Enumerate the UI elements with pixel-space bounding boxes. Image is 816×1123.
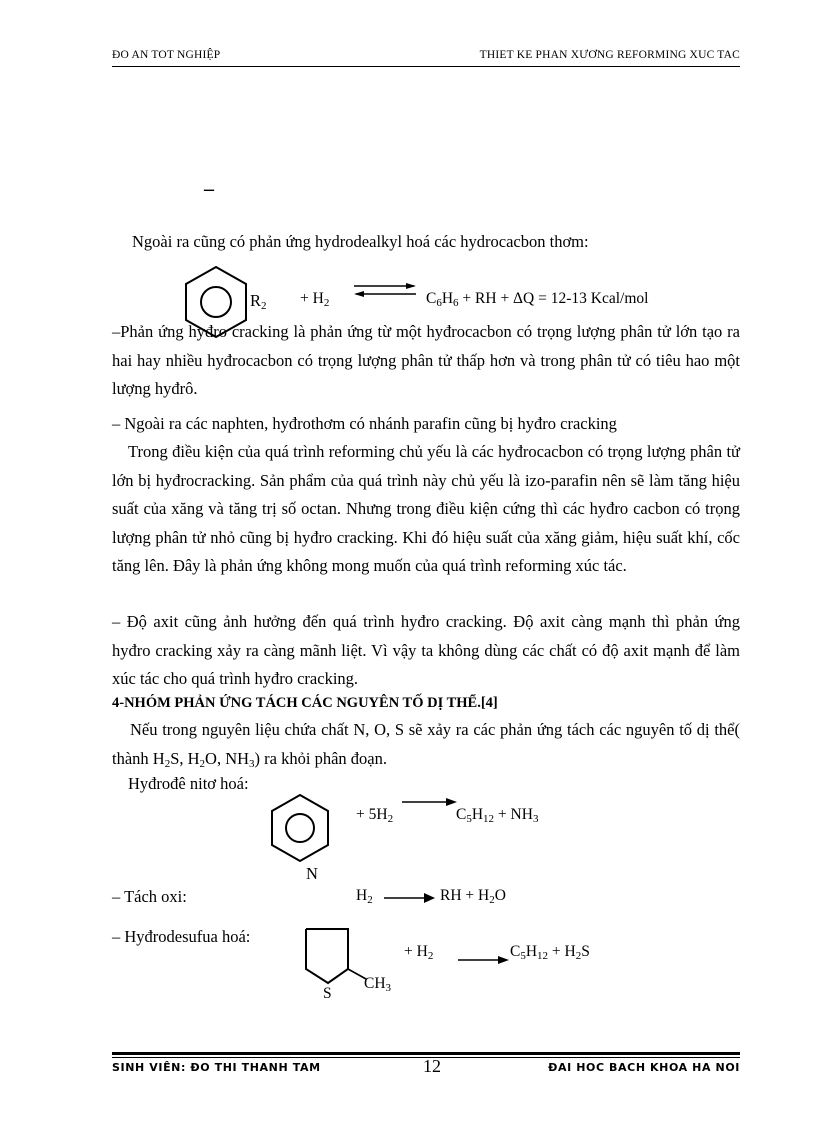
dealkyl-product: $C_6H_6$ + RH + ΔQ = 12-13 Kcal/mol [426,290,649,309]
dealkyl-reactant: + $H_2$ [300,290,330,309]
thiophane-bonds [306,929,348,983]
pyridine-ring [270,793,330,863]
page-number: 12 [423,1056,441,1076]
acid-paragraph: – Độ axit cũng ảnh hưởng đến quá trình hyđro cracking. Độ axit càng mạnh thì phản ứng hyđro cracking xảy ra càng mãnh liệt. Vì vậy ta không dùng các chất có độ axit mạnh để làm xúc tác cho quá trình hyđro cracking. [112,612,740,688]
desulf-label: – Hyđrodesufua hoá: [112,927,251,946]
hetero-paragraph: Nếu trong nguyên liệu chứa chất N, O, S sẽ xảy ra các phản ứng tách các nguyên tố dị thể( thành $H_2S$, $H_2O$, $NH_3$) ra khỏi phân đoạn. [112,720,740,770]
header-right: THIET KE PHAN XƯƠNG REFORMING XUC TAC [479,49,740,61]
pyridine-nitrogen: N [306,864,318,883]
footer-rule-thick [112,1052,740,1055]
desulf-reactant: + $H_2$ [404,943,434,962]
cracking-definition: –Phản ứng hyđro cracking là phản ứng từ một hyđrocacbon có trọng lượng phân tử lớn tạo ra hai hay nhiều hyđrocacbon có trọng lượng phân tử thấp hơn và trong phân tử có tiêu hao một lượng hyđrô. [112,322,740,398]
pyridine-inner-circle [286,814,314,842]
section-heading: 4-NHÓM PHẢN ỨNG TÁCH CÁC NGUYÊN TỐ DỊ THỂ.[4] [112,695,498,711]
denitro-product: $C_5H_{12} + NH_3$ [456,806,539,825]
footer-student: SINH VIÊN: ĐO THI THANH TAM [112,1061,321,1074]
denitro-label: Hyđrođê nitơ hoá: [128,774,249,793]
header-rule [112,66,740,67]
deoxy-arrow [382,892,436,904]
thiophane-sulfur: S [323,985,332,1002]
deoxy-product: RH + $H_2O$ [440,887,506,906]
conditions-paragraph: Trong điều kiện của quá trình reforming chủ yếu là các hyđrocacbon có trọng lượng phân tử lớn bị hyđrocracking. Sản phẩm của quá trình này chủ yếu là izo-parafin nên sẽ làm tăng hiệu suất của xăng và tăng trị số octan. Nhưng trong điều kiện cứng thì các hyđro cacbon có trọng lượng phân tử nhỏ cũng bị hyđro cracking. Khi đó hiệu suất của xăng giảm, hiệu suất khí, cốc tăng lên. Đây là phản ứng không mong muốn của quá trình reforming xúc tác. [112,442,740,575]
desulf-product: $C_5H_{12} + H_2S$ [510,943,590,962]
desulf-arrow [456,955,510,965]
denitro-reactant: + $5H_2$ [356,806,394,825]
dealkyl-substituent: $R_2$ [250,291,267,312]
dash-mark: – [204,178,214,200]
denitro-arrow [400,797,458,807]
thiophane-methyl: $CH_3$ [364,975,392,994]
benzene-inner-circle [201,287,231,317]
deoxy-label: – Tách oxi: [112,887,187,906]
pyridine-hexagon [272,795,328,861]
occluded-text: hyđro cracking [188,322,289,341]
naphten-line: – Ngoài ra các naphten, hyđrothơm có nhánh parafin cũng bị hyđro cracking [112,414,617,433]
footer-university: ĐAI HOC BACH KHOA HA NOI [548,1061,740,1074]
deoxy-reactant: $H_2$ [356,887,373,906]
header-left: ĐO AN TOT NGHIỆP [112,49,221,61]
intro-sentence: Ngoài ra cũng có phản ứng hydrodealkyl hoá các hydrocacbon thơm: [132,232,589,251]
equilibrium-arrows [352,282,418,298]
